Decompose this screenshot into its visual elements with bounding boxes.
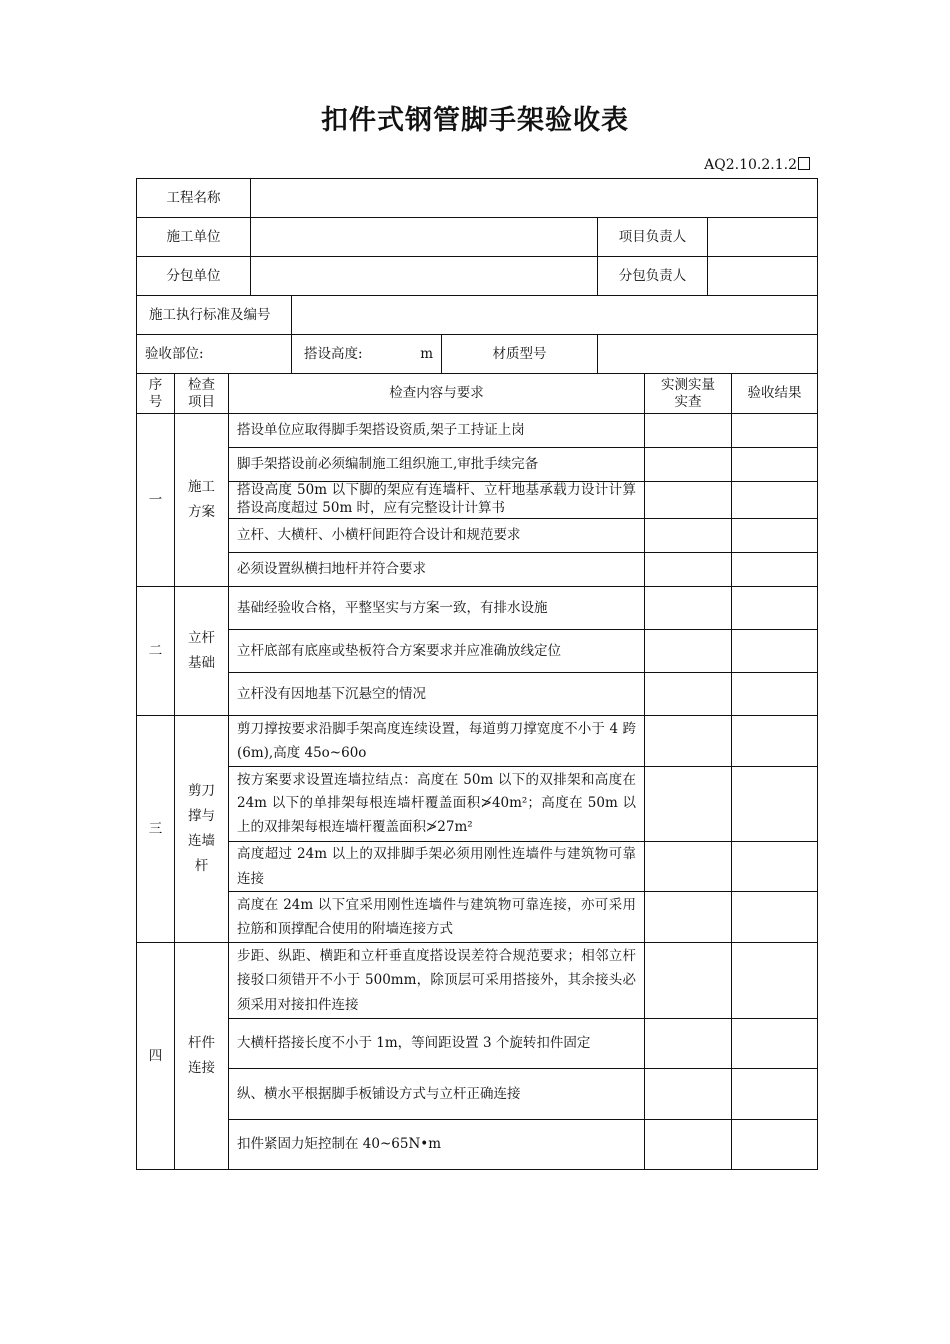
measure-cell[interactable]: [645, 519, 732, 553]
result-cell[interactable]: [732, 842, 818, 892]
height-unit: m: [420, 345, 433, 362]
result-cell[interactable]: [732, 1120, 818, 1170]
col-result: 验收结果: [732, 374, 818, 414]
result-cell[interactable]: [732, 414, 818, 448]
table-row: [137, 943, 818, 1019]
result-cell[interactable]: [732, 630, 818, 673]
measure-cell[interactable]: [645, 716, 732, 767]
table-row: [137, 553, 818, 587]
section-item: 施工 方案: [175, 414, 229, 587]
check-item: 必须设置纵横扫地杆并符合要求: [229, 553, 645, 587]
result-cell[interactable]: [732, 553, 818, 587]
check-item: 脚手架搭设前必须编制施工组织施工,审批手续完备: [229, 448, 645, 482]
check-item: 立杆底部有底座或垫板符合方案要求并应准确放线定位: [229, 630, 645, 673]
col-item-a: 检查: [188, 377, 215, 394]
check-item: 纵、横水平根据脚手板铺设方式与立杆正确连接: [229, 1069, 645, 1120]
table-row: [137, 673, 818, 716]
result-cell[interactable]: [732, 943, 818, 1019]
material-field[interactable]: [598, 335, 818, 374]
col-seq-b: 号: [148, 393, 163, 410]
section-seq: 三: [137, 716, 175, 943]
material-label: 材质型号: [442, 335, 598, 374]
table-row: [137, 767, 818, 842]
measure-cell[interactable]: [645, 767, 732, 842]
acceptance-part-label: 验收部位:: [137, 335, 292, 374]
check-item: 步距、纵距、横距和立杆垂直度搭设误差符合规范要求；相邻立杆接驳口须错开不小于 500mm，除顶层可采用搭接外，其余接头必须采用对接扣件连接: [229, 943, 645, 1019]
section-seq: 一: [137, 414, 175, 587]
table-row: [137, 587, 818, 630]
column-header-row: [137, 374, 818, 414]
project-manager-label: 项目负责人: [598, 218, 708, 257]
result-cell[interactable]: [732, 767, 818, 842]
check-item: 基础经验收合格，平整坚实与方案一致，有排水设施: [229, 587, 645, 630]
subcontractor-field[interactable]: [251, 257, 598, 296]
col-measure-a: 实测实量: [661, 377, 715, 394]
table-row: [137, 842, 818, 892]
header-table: [136, 178, 818, 374]
check-item: 剪刀撑按要求沿脚手架高度连续设置，每道剪刀撑宽度不小于 4 跨(6m),高度 45o~60o: [229, 716, 645, 767]
measure-cell[interactable]: [645, 482, 732, 519]
check-item: 按方案要求设置连墙拉结点：高度在 50m 以下的双排架和高度在 24m 以下的单排架每根连墙杆覆盖面积≯40m²；高度在 50m 以上的双排架每根连墙杆覆盖面积≯27m²: [229, 767, 645, 842]
measure-cell[interactable]: [645, 1019, 732, 1069]
check-item: 扣件紧固力矩控制在 40~65N•m: [229, 1120, 645, 1170]
check-item: 立杆没有因地基下沉悬空的情况: [229, 673, 645, 716]
section-seq: 四: [137, 943, 175, 1170]
section-item: 杆件 连接: [175, 943, 229, 1170]
col-measure-b: 实查: [674, 393, 702, 410]
check-item: 高度超过 24m 以上的双排脚手架必须用刚性连墙件与建筑物可靠连接: [229, 842, 645, 892]
col-seq-a: 序: [148, 377, 163, 394]
standard-field[interactable]: [292, 296, 818, 335]
check-item: 大横杆搭接长度不小于 1m，等间距设置 3 个旋转扣件固定: [229, 1019, 645, 1069]
page-title: 扣件式钢管脚手架验收表: [321, 105, 629, 136]
section-item: 立杆 基础: [175, 587, 229, 716]
construction-unit-label: 施工单位: [137, 218, 251, 257]
document-code: [560, 157, 810, 173]
document-code-text: AQ2.10.2.1.2: [704, 157, 797, 173]
erection-height-cell[interactable]: [292, 335, 442, 374]
result-cell[interactable]: [732, 482, 818, 519]
table-row: [137, 414, 818, 448]
check-item: 高度在 24m 以下宜采用刚性连墙件与建筑物可靠连接，亦可采用拉筋和顶撑配合使用的附墙连接方式: [229, 892, 645, 943]
subcontract-manager-field[interactable]: [708, 257, 818, 296]
subcontract-manager-label: 分包负责人: [598, 257, 708, 296]
project-name-label: 工程名称: [137, 179, 251, 218]
measure-cell[interactable]: [645, 1120, 732, 1170]
measure-cell[interactable]: [645, 587, 732, 630]
measure-cell[interactable]: [645, 414, 732, 448]
table-row: [137, 1120, 818, 1170]
table-row: [137, 716, 818, 767]
measure-cell[interactable]: [645, 553, 732, 587]
project-name-field[interactable]: [251, 179, 818, 218]
table-row: [137, 482, 818, 519]
measure-cell[interactable]: [645, 892, 732, 943]
standard-label: 施工执行标准及编号: [137, 296, 292, 335]
measure-cell[interactable]: [645, 448, 732, 482]
measure-cell[interactable]: [645, 673, 732, 716]
result-cell[interactable]: [732, 716, 818, 767]
checkbox-icon: [798, 157, 810, 170]
result-cell[interactable]: [732, 448, 818, 482]
erection-height-label: 搭设高度:: [304, 345, 363, 362]
check-item: 立杆、大横杆、小横杆间距符合设计和规范要求: [229, 519, 645, 553]
construction-unit-field[interactable]: [251, 218, 598, 257]
result-cell[interactable]: [732, 1019, 818, 1069]
measure-cell[interactable]: [645, 630, 732, 673]
result-cell[interactable]: [732, 892, 818, 943]
table-row: [137, 519, 818, 553]
section-seq: 二: [137, 587, 175, 716]
table-row: [137, 630, 818, 673]
measure-cell[interactable]: [645, 842, 732, 892]
table-row: [137, 892, 818, 943]
col-item-b: 项目: [188, 393, 215, 410]
table-row: [137, 1069, 818, 1120]
section-item: 剪刀 撑与 连墙 杆: [175, 716, 229, 943]
measure-cell[interactable]: [645, 943, 732, 1019]
result-cell[interactable]: [732, 673, 818, 716]
result-cell[interactable]: [732, 519, 818, 553]
result-cell[interactable]: [732, 1069, 818, 1120]
result-cell[interactable]: [732, 587, 818, 630]
measure-cell[interactable]: [645, 1069, 732, 1120]
check-item: 搭设单位应取得脚手架搭设资质,架子工持证上岗: [229, 414, 645, 448]
table-row: [137, 1019, 818, 1069]
table-row: [137, 448, 818, 482]
inspection-table: [136, 373, 818, 1170]
subcontractor-label: 分包单位: [137, 257, 251, 296]
project-manager-field[interactable]: [708, 218, 818, 257]
check-item: 搭设高度 50m 以下脚的架应有连墙杆、立杆地基承载力设计计算搭设高度超过 50m 时，应有完整设计计算书: [229, 482, 645, 519]
col-content: 检查内容与要求: [229, 374, 645, 414]
